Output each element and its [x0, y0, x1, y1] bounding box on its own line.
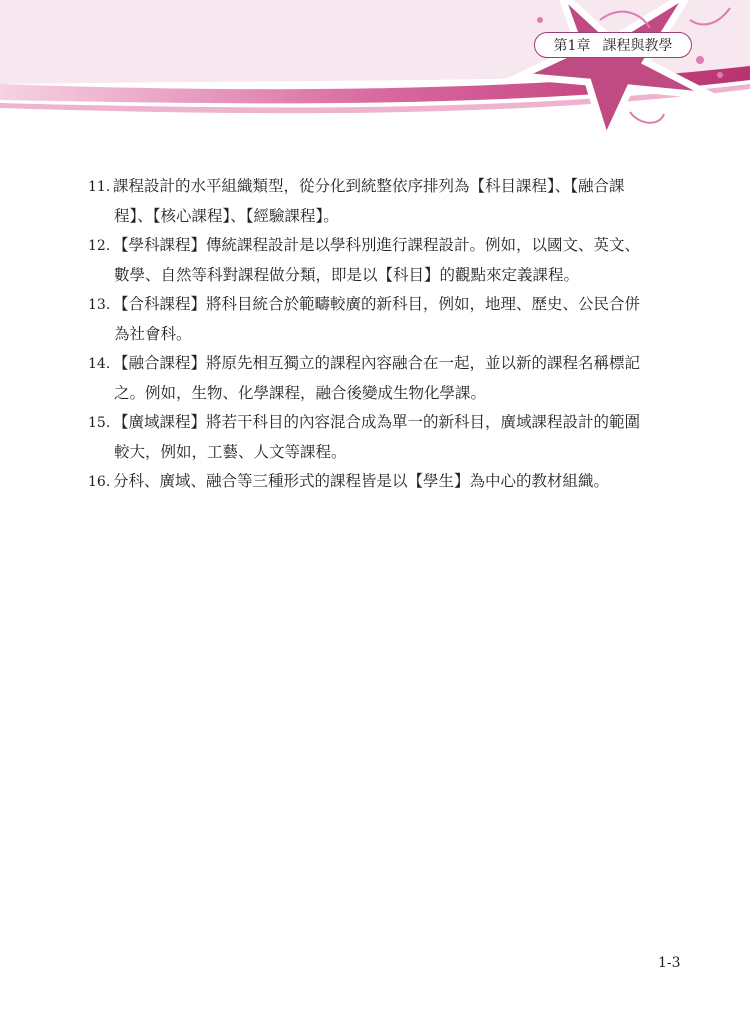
item-text: 之。例如，生物、化學課程，融合後變成生物化學課。 — [114, 384, 487, 402]
item-text: 【廣域課程】將若干科目的內容混合成為單一的新科目，廣域課程設計的範圍 — [113, 413, 641, 431]
item-text: 【合科課程】將科目統合於範疇較廣的新科目，例如，地理、歷史、公民合併 — [113, 295, 641, 313]
list-item — [88, 231, 648, 290]
chapter-tab — [534, 32, 692, 58]
item-text: 分科、廣域、融合等三種形式的課程皆是以【學生】為中心的教材組織。 — [113, 472, 610, 490]
item-text: 課程設計的水平組織類型，從分化到統整依序排列為【科目課程】、【融合課 — [113, 177, 625, 195]
item-number: 11. — [88, 179, 111, 195]
item-number: 15. — [88, 415, 111, 431]
item-text: 【融合課程】將原先相互獨立的課程內容融合在一起，並以新的課程名稱標記 — [113, 354, 641, 372]
chapter-number: 第1章 — [553, 38, 591, 54]
item-text: 為社會科。 — [114, 325, 192, 343]
page-number: 1-3 — [658, 955, 681, 971]
item-number: 16. — [88, 474, 111, 490]
numbered-list — [88, 172, 648, 497]
list-item — [88, 349, 648, 408]
item-text: 【學科課程】傳統課程設計是以學科別進行課程設計。例如，以國文、英文、 — [113, 236, 641, 254]
item-text: 程】、【核心課程】、【經驗課程】。 — [114, 207, 339, 225]
item-text: 較大，例如，工藝、人文等課程。 — [114, 443, 347, 461]
list-item — [88, 408, 648, 467]
header-decoration — [0, 0, 750, 140]
list-item — [88, 172, 648, 231]
list-item — [88, 467, 648, 497]
chapter-title: 課程與教學 — [602, 38, 673, 54]
item-number: 12. — [88, 238, 111, 254]
list-item — [88, 290, 648, 349]
item-number: 13. — [88, 297, 111, 313]
item-text: 數學、自然等科對課程做分類，即是以【科目】的觀點來定義課程。 — [114, 266, 580, 284]
item-number: 14. — [88, 356, 111, 372]
